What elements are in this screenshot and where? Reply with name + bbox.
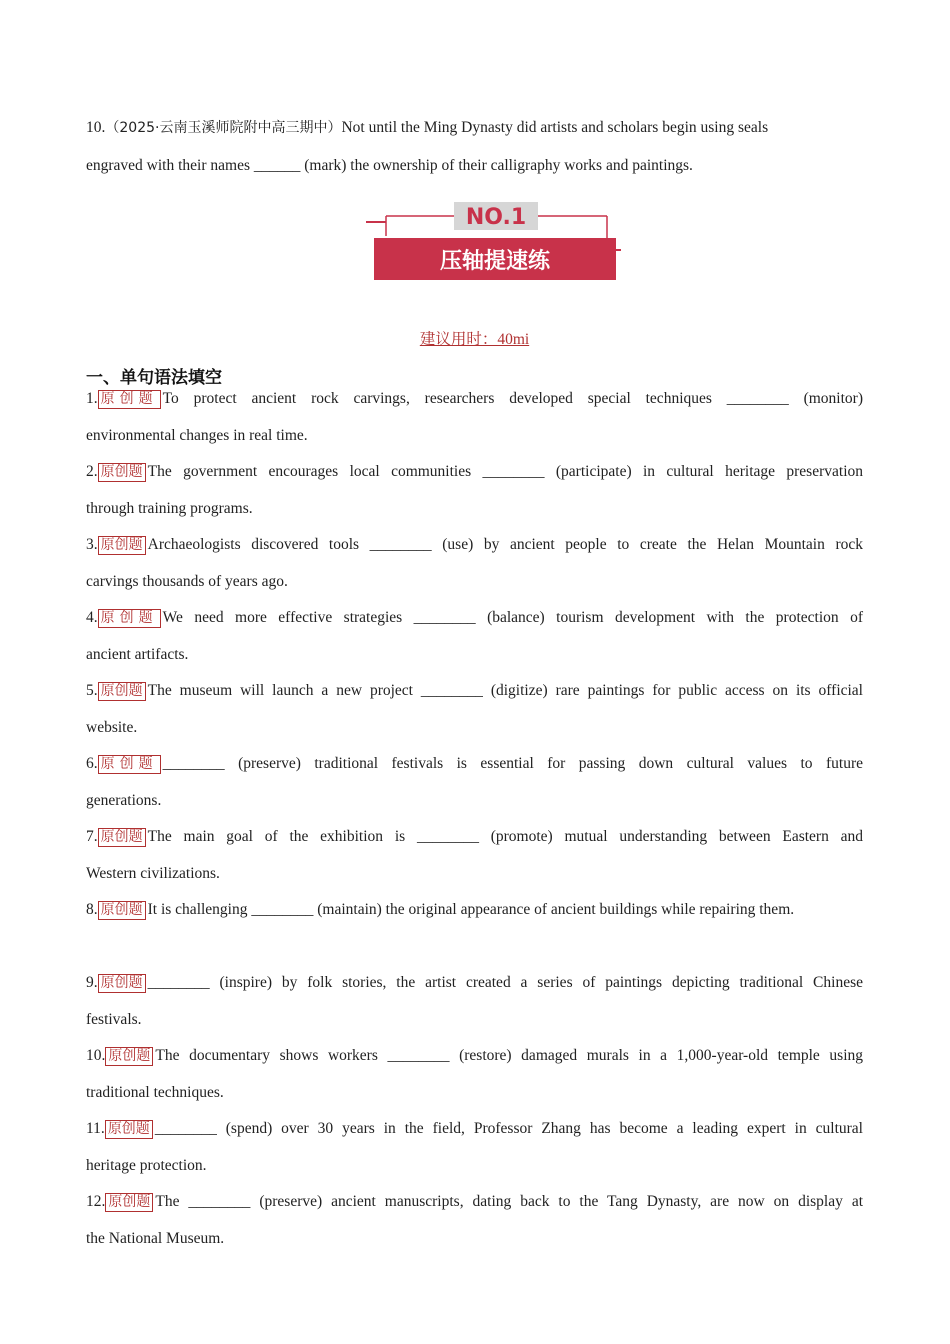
intro-question-source: （2025·云南玉溪师院附中高三期中） <box>105 120 342 136</box>
question-number: 9. <box>86 974 98 991</box>
question-number: 12. <box>86 1193 106 1210</box>
question-number: 8. <box>86 901 98 918</box>
section-banner <box>366 198 621 284</box>
question-1-line1 <box>86 389 863 409</box>
question-3-line2: carvings thousands of years ago. <box>86 573 288 590</box>
question-text: We need more effective strategies ________ (balance) tourism development with the protection of <box>162 609 863 626</box>
original-question-tag: 原创题 <box>105 1047 153 1066</box>
question-1-line2: environmental changes in real time. <box>86 427 308 444</box>
suggested-time <box>86 327 863 349</box>
question-number: 7. <box>86 828 98 845</box>
original-question-tag: 原创题 <box>105 1193 153 1212</box>
question-text: The documentary shows workers ________ (restore) damaged murals in a 1,000-year-old temple using <box>155 1047 863 1064</box>
banner-title-text: 压轴提速练 <box>439 249 551 274</box>
question-number: 4. <box>86 609 98 626</box>
question-4-line2: ancient artifacts. <box>86 646 189 663</box>
question-text: The museum will launch a new project ________ (digitize) rare paintings for public access on its official <box>147 682 863 699</box>
banner-badge-text: NO.1 <box>465 205 527 230</box>
question-number: 11. <box>86 1120 105 1137</box>
question-text: ________ (spend) over 30 years in the field, Professor Zhang has become a leading expert in cultural <box>154 1120 863 1137</box>
original-question-tag: 原创题 <box>98 463 146 482</box>
question-7-line1 <box>86 827 863 847</box>
original-question-tag: 原创题 <box>98 682 146 701</box>
question-text: Archaeologists discovered tools ________ (use) by ancient people to create the Helan Mountain rock <box>147 536 863 553</box>
question-text: ________ (preserve) traditional festivals is essential for passing down cultural values to future <box>162 755 863 772</box>
question-4-line1 <box>86 608 863 628</box>
question-11-line1 <box>86 1119 863 1139</box>
original-question-tag: 原创题 <box>98 974 146 993</box>
question-10-line1 <box>86 1046 863 1066</box>
question-10-line2: traditional techniques. <box>86 1084 224 1101</box>
question-number: 2. <box>86 463 98 480</box>
original-question-tag: 原创题 <box>98 609 161 628</box>
question-9-line1 <box>86 973 863 993</box>
original-question-tag: 原创题 <box>98 755 161 774</box>
question-number: 6. <box>86 755 98 772</box>
suggested-time-text: 建议用时：40mi <box>419 331 530 348</box>
question-6-line2: generations. <box>86 792 162 809</box>
question-5-line1 <box>86 681 863 701</box>
question-text: The ________ (preserve) ancient manuscripts, dating back to the Tang Dynasty, are now on display at <box>155 1193 863 1210</box>
original-question-tag: 原创题 <box>105 1120 153 1139</box>
question-12-line1 <box>86 1192 863 1212</box>
section-title: 一、单句语法填空 <box>86 368 222 388</box>
question-3-line1 <box>86 535 863 555</box>
question-text: The main goal of the exhibition is ________ (promote) mutual understanding between Eastern and <box>147 828 863 845</box>
question-number: 3. <box>86 536 98 553</box>
question-6-line1 <box>86 754 863 774</box>
intro-question-line2: engraved with their names ______ (mark) the ownership of their calligraphy works and paintings. <box>86 157 693 174</box>
question-text: It is challenging ________ (maintain) the original appearance of ancient buildings while repairing them. <box>147 901 795 918</box>
original-question-tag: 原创题 <box>98 390 161 409</box>
original-question-tag: 原创题 <box>98 536 146 555</box>
intro-question-text: Not until the Ming Dynasty did artists and scholars begin using seals <box>341 119 769 136</box>
question-2-line1 <box>86 462 863 482</box>
question-9-line2: festivals. <box>86 1011 142 1028</box>
question-7-line2: Western civilizations. <box>86 865 220 882</box>
question-text: ________ (inspire) by folk stories, the artist created a series of paintings depicting traditional Chinese <box>147 974 863 991</box>
question-number: 5. <box>86 682 98 699</box>
question-11-line2: heritage protection. <box>86 1157 207 1174</box>
original-question-tag: 原创题 <box>98 901 146 920</box>
question-12-line2: the National Museum. <box>86 1230 225 1247</box>
original-question-tag: 原创题 <box>98 828 146 847</box>
intro-question-number: 10. <box>86 119 106 136</box>
question-2-line2: through training programs. <box>86 500 253 517</box>
intro-question-line1 <box>86 118 863 138</box>
question-text: The government encourages local communities ________ (participate) in cultural heritage preservation <box>147 463 863 480</box>
question-8-line1 <box>86 900 863 920</box>
question-5-line2: website. <box>86 719 138 736</box>
question-number: 10. <box>86 1047 106 1064</box>
question-number: 1. <box>86 390 98 407</box>
question-text: To protect ancient rock carvings, researchers developed special techniques ________ (monitor) <box>162 390 863 407</box>
